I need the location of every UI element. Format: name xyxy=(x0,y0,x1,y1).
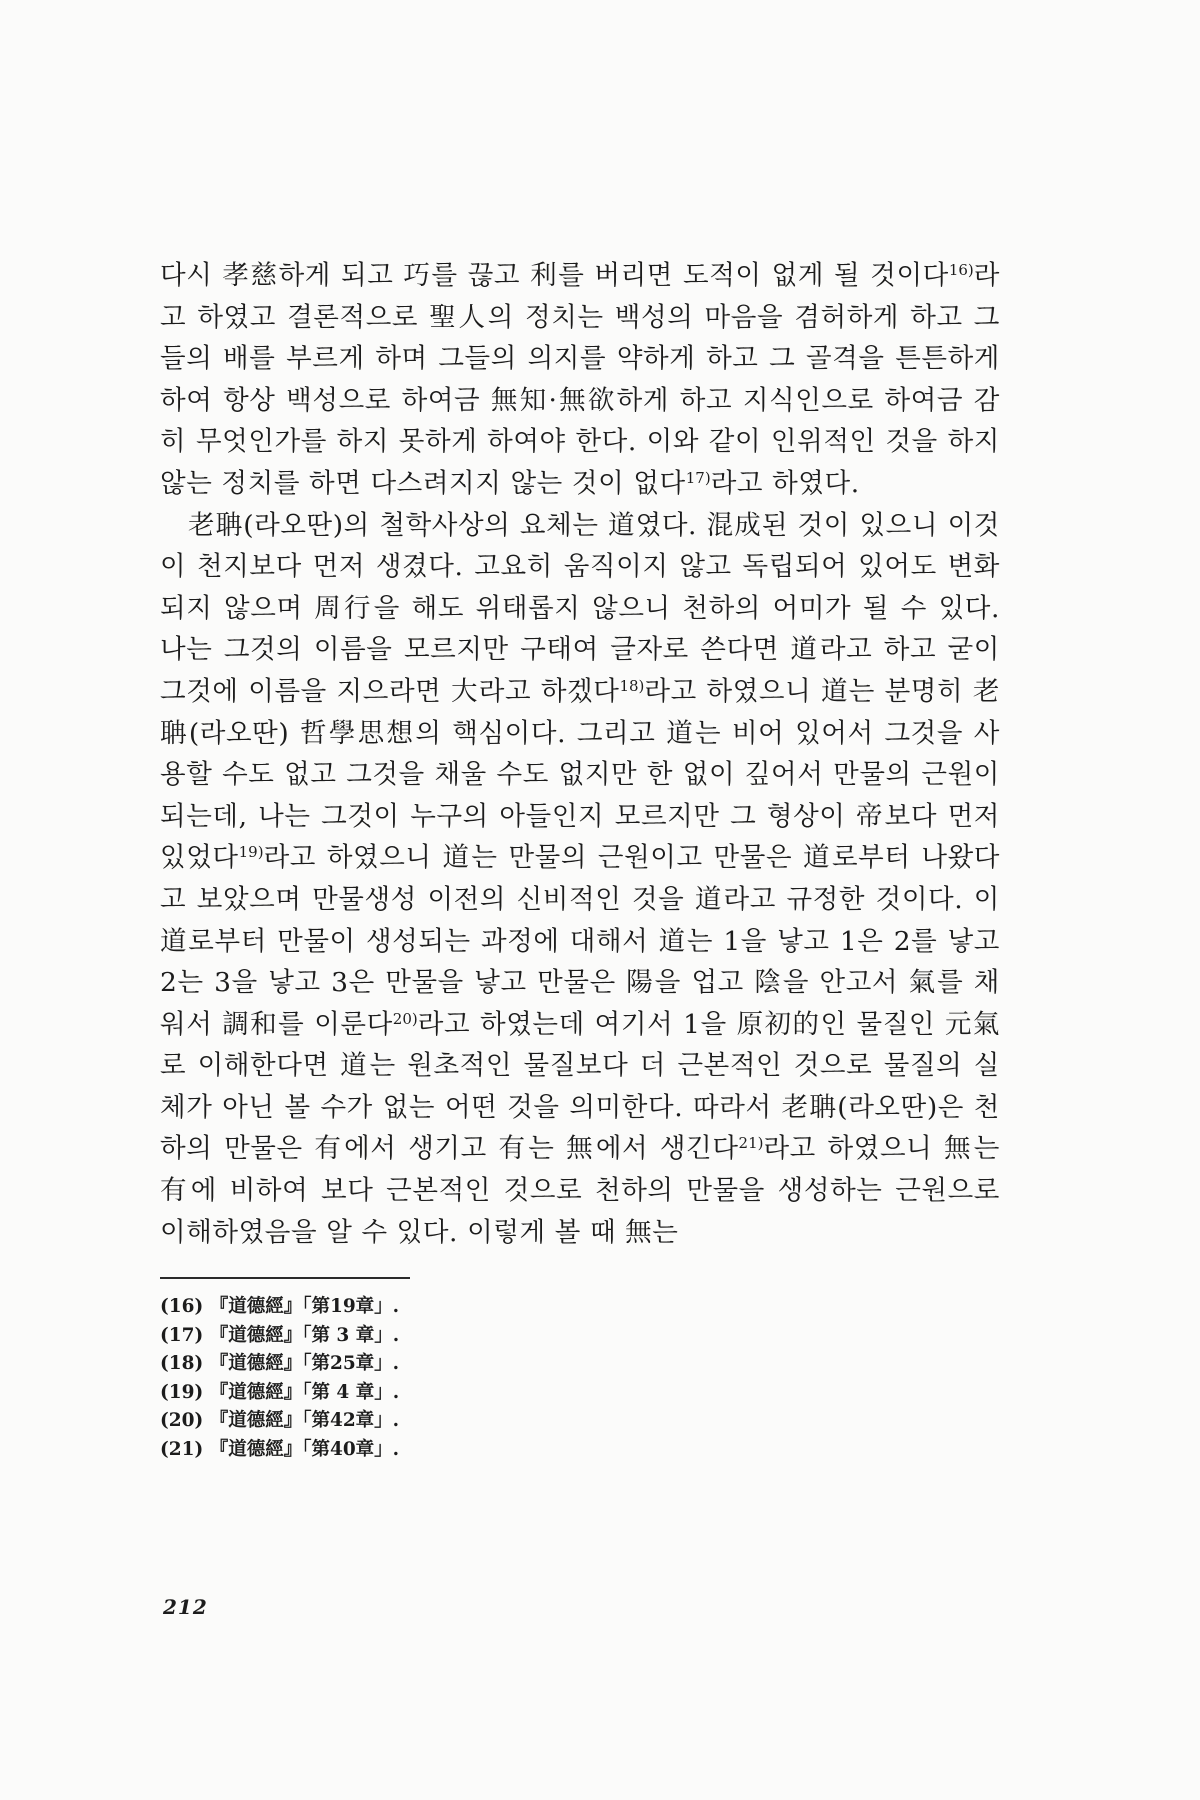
paragraph-2-text-2: 라고 하였으니 道는 분명히 老聃(라오딴) 哲學思想의 핵심이다. 그리고 道는 비어 있어서 그것을 사용할 수도 없고 그것을 채울 수도 없지만 한 없이 깊어서 만물의 근원이 되는데, 나는 그것이 누구의 아들인지 모르지만 그 형상이 帝보다 먼저 있었다 xyxy=(160,675,1000,874)
footnote-17: (17) 『道德經』「第 3 章」. xyxy=(160,1324,400,1346)
body-paragraph-2 xyxy=(160,505,1000,1254)
paragraph-2-text-1: 老聃(라오딴)의 철학사상의 요체는 道였다. 混成된 것이 있으니 이것이 천지보다 먼저 생겼다. 고요히 움직이지 않고 독립되어 있어도 변화되지 않으며 周行을 해도 위태롭지 않으니 천하의 어미가 될 수 있다. 나는 그것의 이름을 모르지만 구태여 글자로 쓴다면 道라고 하고 굳이 그것에 이름을 지으라면 大라고 하겠다 xyxy=(160,509,1000,707)
paragraph-2-text-5: 라고 하였으니 無는 有에 비하여 보다 근본적인 것으로 천하의 만물을 생성하는 근원으로 이해하였음을 알 수 있다. 이렇게 볼 때 無는 xyxy=(160,1133,1000,1248)
footnote-ref-21[interactable]: 21) xyxy=(738,1134,764,1153)
paragraph-2-text-4: 라고 하였는데 여기서 1을 原初的인 물질인 元氣로 이해한다면 道는 원초적인 물질보다 더 근본적인 것으로 물질의 실체가 아닌 볼 수가 없는 어떤 것을 의미한다. 따라서 老聃(라오딴)은 천하의 만물은 有에서 생기고 有는 無에서 생긴다 xyxy=(160,1008,1000,1165)
footnote-ref-18[interactable]: 18) xyxy=(619,676,645,695)
footnote-21: (21) 『道德經』「第40章」. xyxy=(160,1438,400,1460)
footnote-divider xyxy=(160,1277,410,1279)
footnote-20: (20) 『道德經』「第42章」. xyxy=(160,1410,400,1432)
footnote-ref-16[interactable]: 16) xyxy=(948,261,974,279)
page-number: 212 xyxy=(163,1595,208,1619)
paragraph-2-text-3: 라고 하였으니 道는 만물의 근원이고 만물은 道로부터 나왔다고 보았으며 만물생성 이전의 신비적인 것을 道라고 규정한 것이다. 이 道로부터 만물이 생성되는 과정에 대해서 道는 1을 낳고 1은 2를 낳고 2는 3을 낳고 3은 만물을 낳고 만물은 陽을 업고 陰을 안고서 氣를 채워서 調和를 이룬다 xyxy=(160,842,1000,1040)
paragraph-1-text-2: 라고 하였고 결론적으로 聖人의 정치는 백성의 마음을 겸허하게 하고 그들의 배를 부르게 하며 그들의 의지를 약하게 하고 그 골격을 튼튼하게 하여 항상 백성으로 하여금 無知·無欲하게 하고 지식인으로 하여금 감히 무엇인가를 하지 못하게 하여야 한다. 이와 같이 인위적인 것을 하지 않는 정치를 하면 다스려지지 않는 것이 없다 xyxy=(160,260,1000,499)
footnote-ref-19[interactable]: 19) xyxy=(238,843,264,862)
footnote-ref-20[interactable]: 20) xyxy=(392,1009,418,1028)
footnote-list xyxy=(160,1293,1000,1464)
body-paragraph-1 xyxy=(160,255,1000,505)
paragraph-1-text-1: 다시 孝慈하게 되고 巧를 끊고 利를 버리면 도적이 없게 될 것이다 xyxy=(160,260,949,291)
footnote-16: (16) 『道德經』「第19章」. xyxy=(160,1296,400,1318)
footnote-18: (18) 『道德經』「第25章」. xyxy=(160,1353,400,1375)
footnote-19: (19) 『道德經』「第 4 章」. xyxy=(160,1381,400,1403)
paragraph-1-text-3: 라고 하였다. xyxy=(710,467,860,499)
footnote-ref-17[interactable]: 17) xyxy=(685,468,711,487)
page-content xyxy=(160,255,1000,1480)
